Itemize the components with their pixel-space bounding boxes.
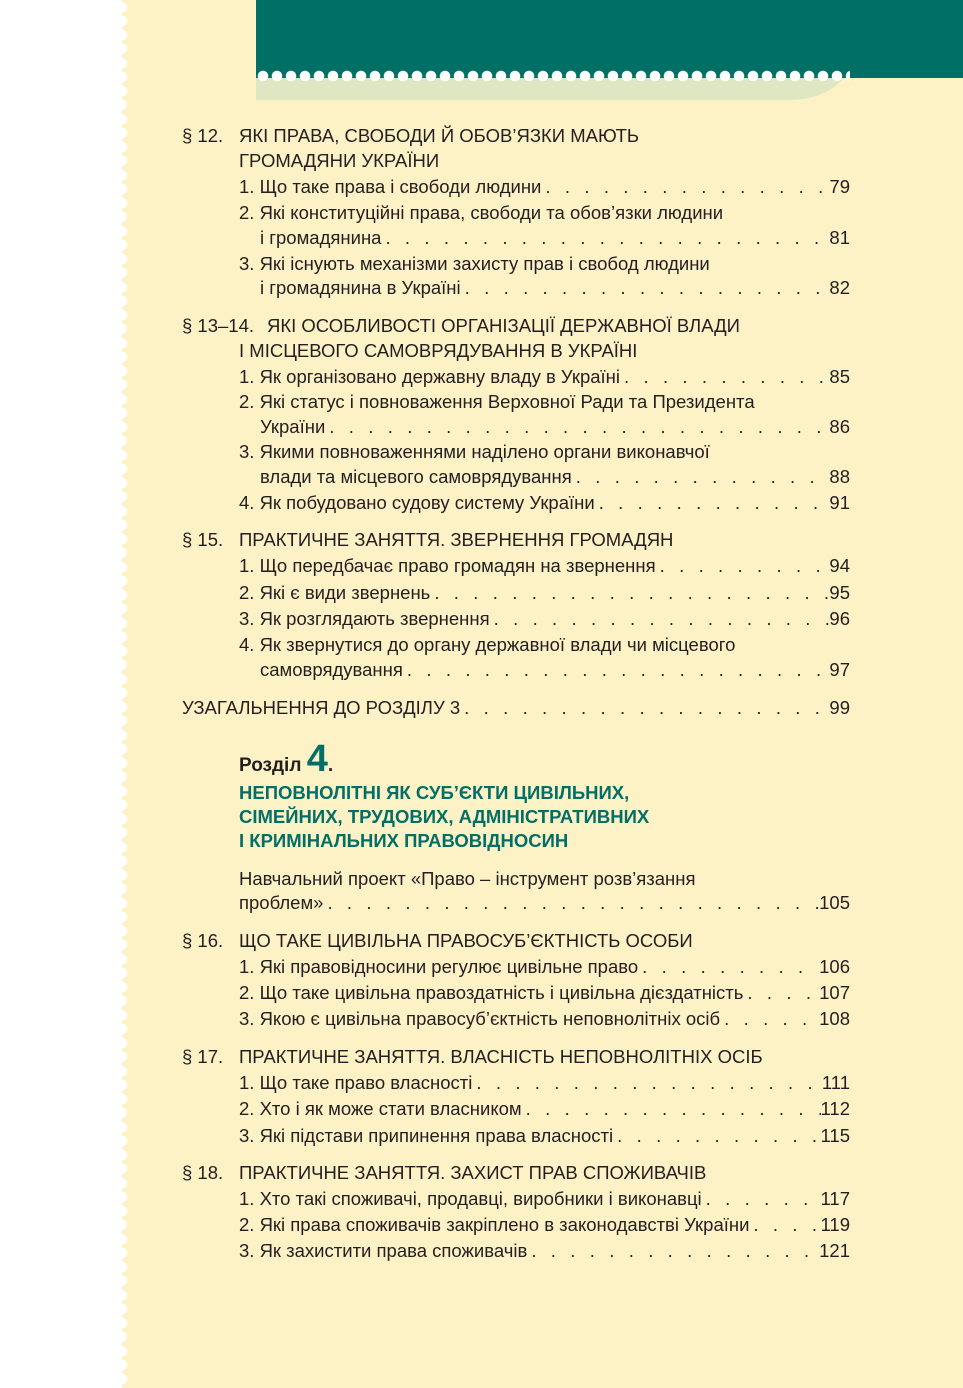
page-number: 79	[829, 176, 850, 197]
page-number: 107	[819, 982, 850, 1003]
page-number: 81	[829, 227, 850, 248]
dot-leader	[595, 490, 830, 515]
toc-entry[interactable]	[239, 174, 850, 199]
page-number: 117	[820, 1188, 850, 1209]
toc-entry[interactable]	[239, 490, 850, 515]
toc-entry[interactable]	[239, 1070, 850, 1095]
dot-leader	[613, 1123, 820, 1148]
page-number: 94	[829, 555, 850, 576]
toc-entry[interactable]	[239, 364, 850, 389]
entry-text: 2. Хто і як може стати власником	[239, 1098, 522, 1119]
toc-entry[interactable]	[239, 1096, 850, 1121]
toc-entry[interactable]	[239, 1238, 850, 1263]
entry-text: 3. Які існують механізми захисту прав і свобод людини	[239, 253, 710, 274]
chapter-title-line: СІМЕЙНИХ, ТРУДОВИХ, АДМІНІСТРАТИВНИХ	[239, 806, 650, 827]
page-number: 95	[829, 582, 850, 603]
dot-leader	[461, 275, 830, 300]
toc-entry[interactable]	[260, 275, 850, 300]
toc-entry-line[interactable]	[239, 200, 850, 225]
header-band	[256, 0, 963, 100]
page-number: 115	[820, 1125, 850, 1146]
toc-entry-line[interactable]	[239, 389, 850, 414]
page-number: 97	[829, 659, 850, 680]
section-title	[182, 1160, 850, 1185]
entry-text: 3. Які підстави припинення права власності	[239, 1125, 614, 1146]
entry-text: України	[260, 416, 326, 437]
section-title-line: ЯКІ ОСОБЛИВОСТІ ОРГАНІЗАЦІЇ ДЕРЖАВНОЇ ВЛАДИ	[267, 315, 740, 336]
page-number: 112	[820, 1098, 850, 1119]
entry-text: 2. Які є види звернень	[239, 582, 431, 603]
dot-leader	[720, 1006, 819, 1031]
section-title-line: ГРОМАДЯНИ УКРАЇНИ	[239, 150, 440, 171]
entry-text: 3. Якими повноваженнями наділено органи виконавчої	[239, 441, 710, 462]
entry-text: 2. Які права споживачів закріплено в законодавстві України	[239, 1214, 750, 1235]
dot-leader	[749, 1212, 820, 1237]
toc-entry[interactable]	[239, 954, 850, 979]
dot-leader	[472, 1070, 822, 1095]
header-dots	[256, 68, 850, 84]
section-title	[182, 338, 850, 363]
section-title	[182, 313, 850, 338]
toc-entry[interactable]	[260, 225, 850, 250]
toc-entry[interactable]	[239, 1006, 850, 1031]
toc-entry-line[interactable]	[239, 439, 850, 464]
entry-text: 1. Хто такі споживачі, продавці, виробники і виконавці	[239, 1188, 702, 1209]
section-title	[182, 527, 850, 552]
section-title-line: І МІСЦЕВОГО САМОВРЯДУВАННЯ В УКРАЇНІ	[239, 340, 638, 361]
entry-text: 2. Які конституційні права, свободи та обов’язки людини	[239, 202, 724, 223]
page-number: 88	[829, 466, 850, 487]
toc-entry[interactable]	[239, 1212, 850, 1237]
section-title	[182, 928, 850, 953]
page-number: 121	[819, 1240, 850, 1261]
dot-leader	[620, 364, 829, 389]
page-number: 105	[819, 892, 850, 913]
entry-text: 4. Як побудовано судову систему України	[239, 492, 595, 513]
page-number: 99	[829, 697, 850, 718]
dot-leader	[702, 1186, 821, 1211]
dot-leader	[522, 1096, 821, 1121]
entry-text: влади та місцевого самоврядування	[260, 466, 572, 487]
section-title-line: ПРАКТИЧНЕ ЗАНЯТТЯ. ВЛАСНІСТЬ НЕПОВНОЛІТНІХ ОСІБ	[239, 1046, 763, 1067]
section-title-line: ЩО ТАКЕ ЦИВІЛЬНА ПРАВОСУБ’ЄКТНІСТЬ ОСОБИ	[239, 930, 693, 951]
entry-text: 3. Як розглядають звернення	[239, 608, 490, 629]
section-number: § 13–14.	[182, 315, 255, 336]
chapter-dot: .	[327, 755, 334, 776]
dot-leader	[460, 695, 829, 720]
section-title-line: ПРАКТИЧНЕ ЗАНЯТТЯ. ЗВЕРНЕННЯ ГРОМАДЯН	[239, 529, 674, 550]
entry-text: 2. Які статус і повноваження Верховної Ради та Президента	[239, 391, 755, 412]
entry-text: УЗАГАЛЬНЕННЯ ДО РОЗДІЛУ 3	[182, 697, 461, 718]
toc-entry[interactable]	[239, 1186, 850, 1211]
page-number: 106	[819, 956, 850, 977]
section-number: § 16.	[182, 930, 224, 951]
entry-text: самоврядування	[260, 659, 403, 680]
chapter-label	[239, 740, 333, 778]
dot-leader	[541, 174, 829, 199]
dot-leader	[638, 954, 819, 979]
toc-entry[interactable]	[239, 553, 850, 578]
page-number: 111	[821, 1072, 850, 1093]
header-band-green	[256, 0, 963, 78]
entry-text: 3. Як захистити права споживачів	[239, 1240, 528, 1261]
chapter-word: Розділ	[239, 755, 302, 776]
toc-entry[interactable]	[260, 657, 850, 682]
page-number: 86	[829, 416, 850, 437]
section-number: § 15.	[182, 529, 224, 550]
entry-text: і громадянина в Україні	[260, 277, 461, 298]
dot-leader	[490, 606, 830, 631]
dot-leader	[527, 1238, 819, 1263]
section-title	[182, 123, 850, 148]
section-title	[182, 148, 850, 173]
toc-entry[interactable]	[239, 606, 850, 631]
page-number: 108	[819, 1008, 850, 1029]
project-entry[interactable]	[239, 890, 850, 915]
entry-text: проблем»	[239, 892, 324, 913]
dot-leader	[323, 890, 819, 915]
toc-entry-line[interactable]	[239, 251, 850, 276]
entry-text: 1. Що передбачає право громадян на звернення	[239, 555, 656, 576]
page-number: 82	[829, 277, 850, 298]
entry-text: Навчальний проект «Право – інструмент розв’язання	[239, 868, 696, 889]
chapter-title-line: І КРИМІНАЛЬНИХ ПРАВОВІДНОСИН	[239, 830, 569, 851]
page-number: 96	[829, 608, 850, 629]
page-number: 119	[820, 1214, 850, 1235]
dot-leader	[381, 225, 829, 250]
entry-text: 3. Якою є цивільна правосуб’єктність неповнолітніх осіб	[239, 1008, 721, 1029]
toc-entry[interactable]	[239, 580, 850, 605]
scalloped-edge	[122, 0, 136, 1388]
toc-entry[interactable]	[260, 464, 850, 489]
section-number: § 12.	[182, 125, 224, 146]
entry-text: 1. Як організовано державну владу в Україні	[239, 366, 620, 387]
chapter-number: 4	[306, 738, 328, 780]
dot-leader	[430, 580, 829, 605]
toc-entry-line[interactable]	[239, 632, 850, 657]
page-number: 85	[829, 366, 850, 387]
page-number: 91	[829, 492, 850, 513]
toc-entry[interactable]	[239, 980, 850, 1005]
section-number: § 18.	[182, 1162, 224, 1183]
project-entry-line[interactable]	[239, 866, 850, 891]
dot-leader	[572, 464, 830, 489]
section-number: § 17.	[182, 1046, 224, 1067]
entry-text: 1. Які правовідносини регулює цивільне право	[239, 956, 639, 977]
dot-leader	[325, 414, 829, 439]
toc-entry[interactable]	[260, 414, 850, 439]
toc-entry[interactable]	[239, 1123, 850, 1148]
section-title-line: ПРАКТИЧНЕ ЗАНЯТТЯ. ЗАХИСТ ПРАВ СПОЖИВАЧІВ	[239, 1162, 707, 1183]
dot-leader	[743, 980, 819, 1005]
dot-leader	[403, 657, 830, 682]
summary-entry[interactable]	[182, 695, 850, 720]
chapter-title-line: НЕПОВНОЛІТНІ ЯК СУБ’ЄКТИ ЦИВІЛЬНИХ,	[239, 782, 630, 803]
entry-text: 1. Що таке права і свободи людини	[239, 176, 542, 197]
section-title	[182, 1044, 850, 1069]
entry-text: 4. Як звернутися до органу державної влади чи місцевого	[239, 634, 736, 655]
dot-leader	[656, 553, 830, 578]
entry-text: 1. Що таке право власності	[239, 1072, 473, 1093]
entry-text: 2. Що таке цивільна правоздатність і цивільна дієздатність	[239, 982, 744, 1003]
section-title-line: ЯКІ ПРАВА, СВОБОДИ Й ОБОВ’ЯЗКИ МАЮТЬ	[239, 125, 640, 146]
entry-text: і громадянина	[260, 227, 382, 248]
